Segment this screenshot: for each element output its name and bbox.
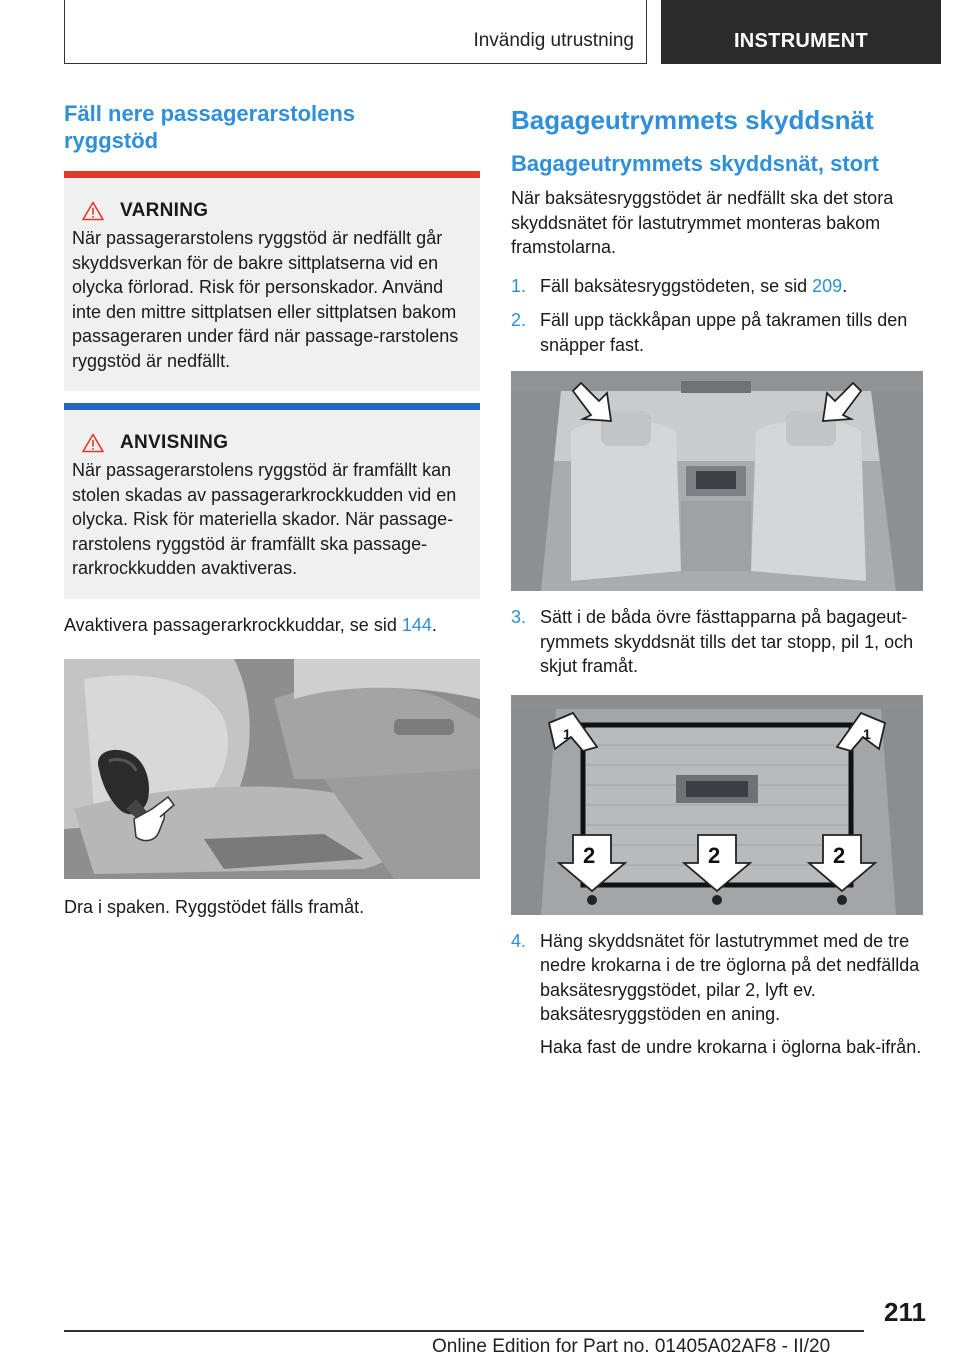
intro-paragraph: När baksätesryggstödet är nedfällt ska det stora skyddsnätet för lastutrymmet monteras bakom framstolarna. xyxy=(511,188,894,257)
step-3-text: Sätt i de båda övre fästtapparna på bagageut‐rymmets skyddsnät tills det tar stopp, pil 1, och skjut framåt. xyxy=(540,607,914,676)
header-section-title: Invändig utrustning xyxy=(473,30,634,51)
edition-text: Online Edition for Part no. 01405A02AF8 - II/20 xyxy=(432,1336,831,1357)
notice-text: När passagerarstolens ryggstöd är framfällt kan stolen skadas av passagerarkrockkudden vid en olycka. Risk för materiella skador. När passage‐rarstolens ryggstöd är framfällt ska passage‐rarkrockkudden avaktiveras. xyxy=(72,460,457,578)
warning-box xyxy=(64,171,480,391)
notice-triangle-icon xyxy=(82,433,104,453)
step-3 xyxy=(511,605,925,679)
steps-list-2 xyxy=(511,605,925,679)
step-2-number: 2. xyxy=(511,310,527,330)
seat-lever-photo xyxy=(64,659,480,879)
net-installation-photo xyxy=(511,695,923,915)
step-4-number: 4. xyxy=(511,930,527,951)
roof-cover-photo xyxy=(511,371,923,591)
roof-cover-illustration xyxy=(511,371,923,591)
step-4-extra-text: Haka fast de undre krokarna i öglorna bak‐ifrån. xyxy=(540,1036,922,1057)
footer-divider xyxy=(64,1330,864,1332)
warning-bar xyxy=(64,171,480,178)
right-subtitle: Bagageutrymmets skyddsnät, stort xyxy=(511,151,879,176)
page-link-144[interactable]: 144 xyxy=(401,614,432,635)
step-2 xyxy=(511,308,925,357)
header-chapter-label: INSTRUMENT xyxy=(733,30,869,52)
step-1 xyxy=(511,274,925,299)
arrow-1-left-label: 1 xyxy=(563,725,571,742)
steps-list-1 xyxy=(511,274,925,358)
photo-caption: Dra i spaken. Ryggstödet fälls framåt. xyxy=(64,897,365,917)
deactivate-end: . xyxy=(431,614,437,635)
arrow-2-right-label: 2 xyxy=(833,842,846,868)
notice-box xyxy=(64,403,480,599)
net-installation-illustration xyxy=(511,695,923,915)
step-4-text: Häng skyddsnätet för lastutrymmet med de tre nedre krokarna i de tre öglorna på det nedfällda baksätesryggstödet, pilar 2, lyft ev. baksätesryggstöden en aning. xyxy=(540,930,920,1024)
arrow-2-left-label: 2 xyxy=(583,842,596,868)
arrow-1-right-label: 1 xyxy=(863,725,871,742)
arrow-2-middle-label: 2 xyxy=(708,842,721,868)
steps-list-3 xyxy=(511,929,925,1060)
warning-triangle-icon xyxy=(82,201,104,221)
deactivate-text: Avaktivera passagerarkrockkuddar, se sid xyxy=(64,614,402,635)
right-column xyxy=(511,104,925,1059)
step-1-number: 1. xyxy=(511,275,527,296)
header-chapter-tab xyxy=(661,0,941,64)
right-main-title: Bagageutrymmets skyddsnät xyxy=(511,105,874,135)
seat-lever-illustration xyxy=(64,659,480,879)
left-column xyxy=(64,100,480,920)
warning-label: VARNING xyxy=(120,200,209,221)
warning-text: När passagerarstolens ryggstöd är nedfällt går skyddsverkan för de bakre sittplatserna vid en olycka förlorad. Risk för personskador. Använd inte den mittre sittplatsen eller sittplatsen bakom passageraren under färd när passage‐rarstolens ryggstöd är nedfällt. xyxy=(72,228,459,371)
header-section-box xyxy=(64,0,647,64)
notice-label: ANVISNING xyxy=(120,432,229,453)
step-3-number: 3. xyxy=(511,607,527,627)
page-link-209[interactable]: 209 xyxy=(812,275,843,296)
page-number: 211 xyxy=(884,1297,926,1327)
deactivate-paragraph xyxy=(64,613,480,638)
step-2-text: Fäll upp täckkåpan uppe på takramen tills den snäpper fast. xyxy=(540,310,908,355)
step-4-extra xyxy=(511,1035,925,1060)
step-1-end: . xyxy=(842,275,848,296)
notice-bar xyxy=(64,403,480,410)
left-section-title: Fäll nere passagerarstolens ryggstöd xyxy=(64,101,356,153)
step-4 xyxy=(511,929,925,1027)
step-1-text: Fäll baksätesryggstödeten, se sid xyxy=(540,275,813,296)
